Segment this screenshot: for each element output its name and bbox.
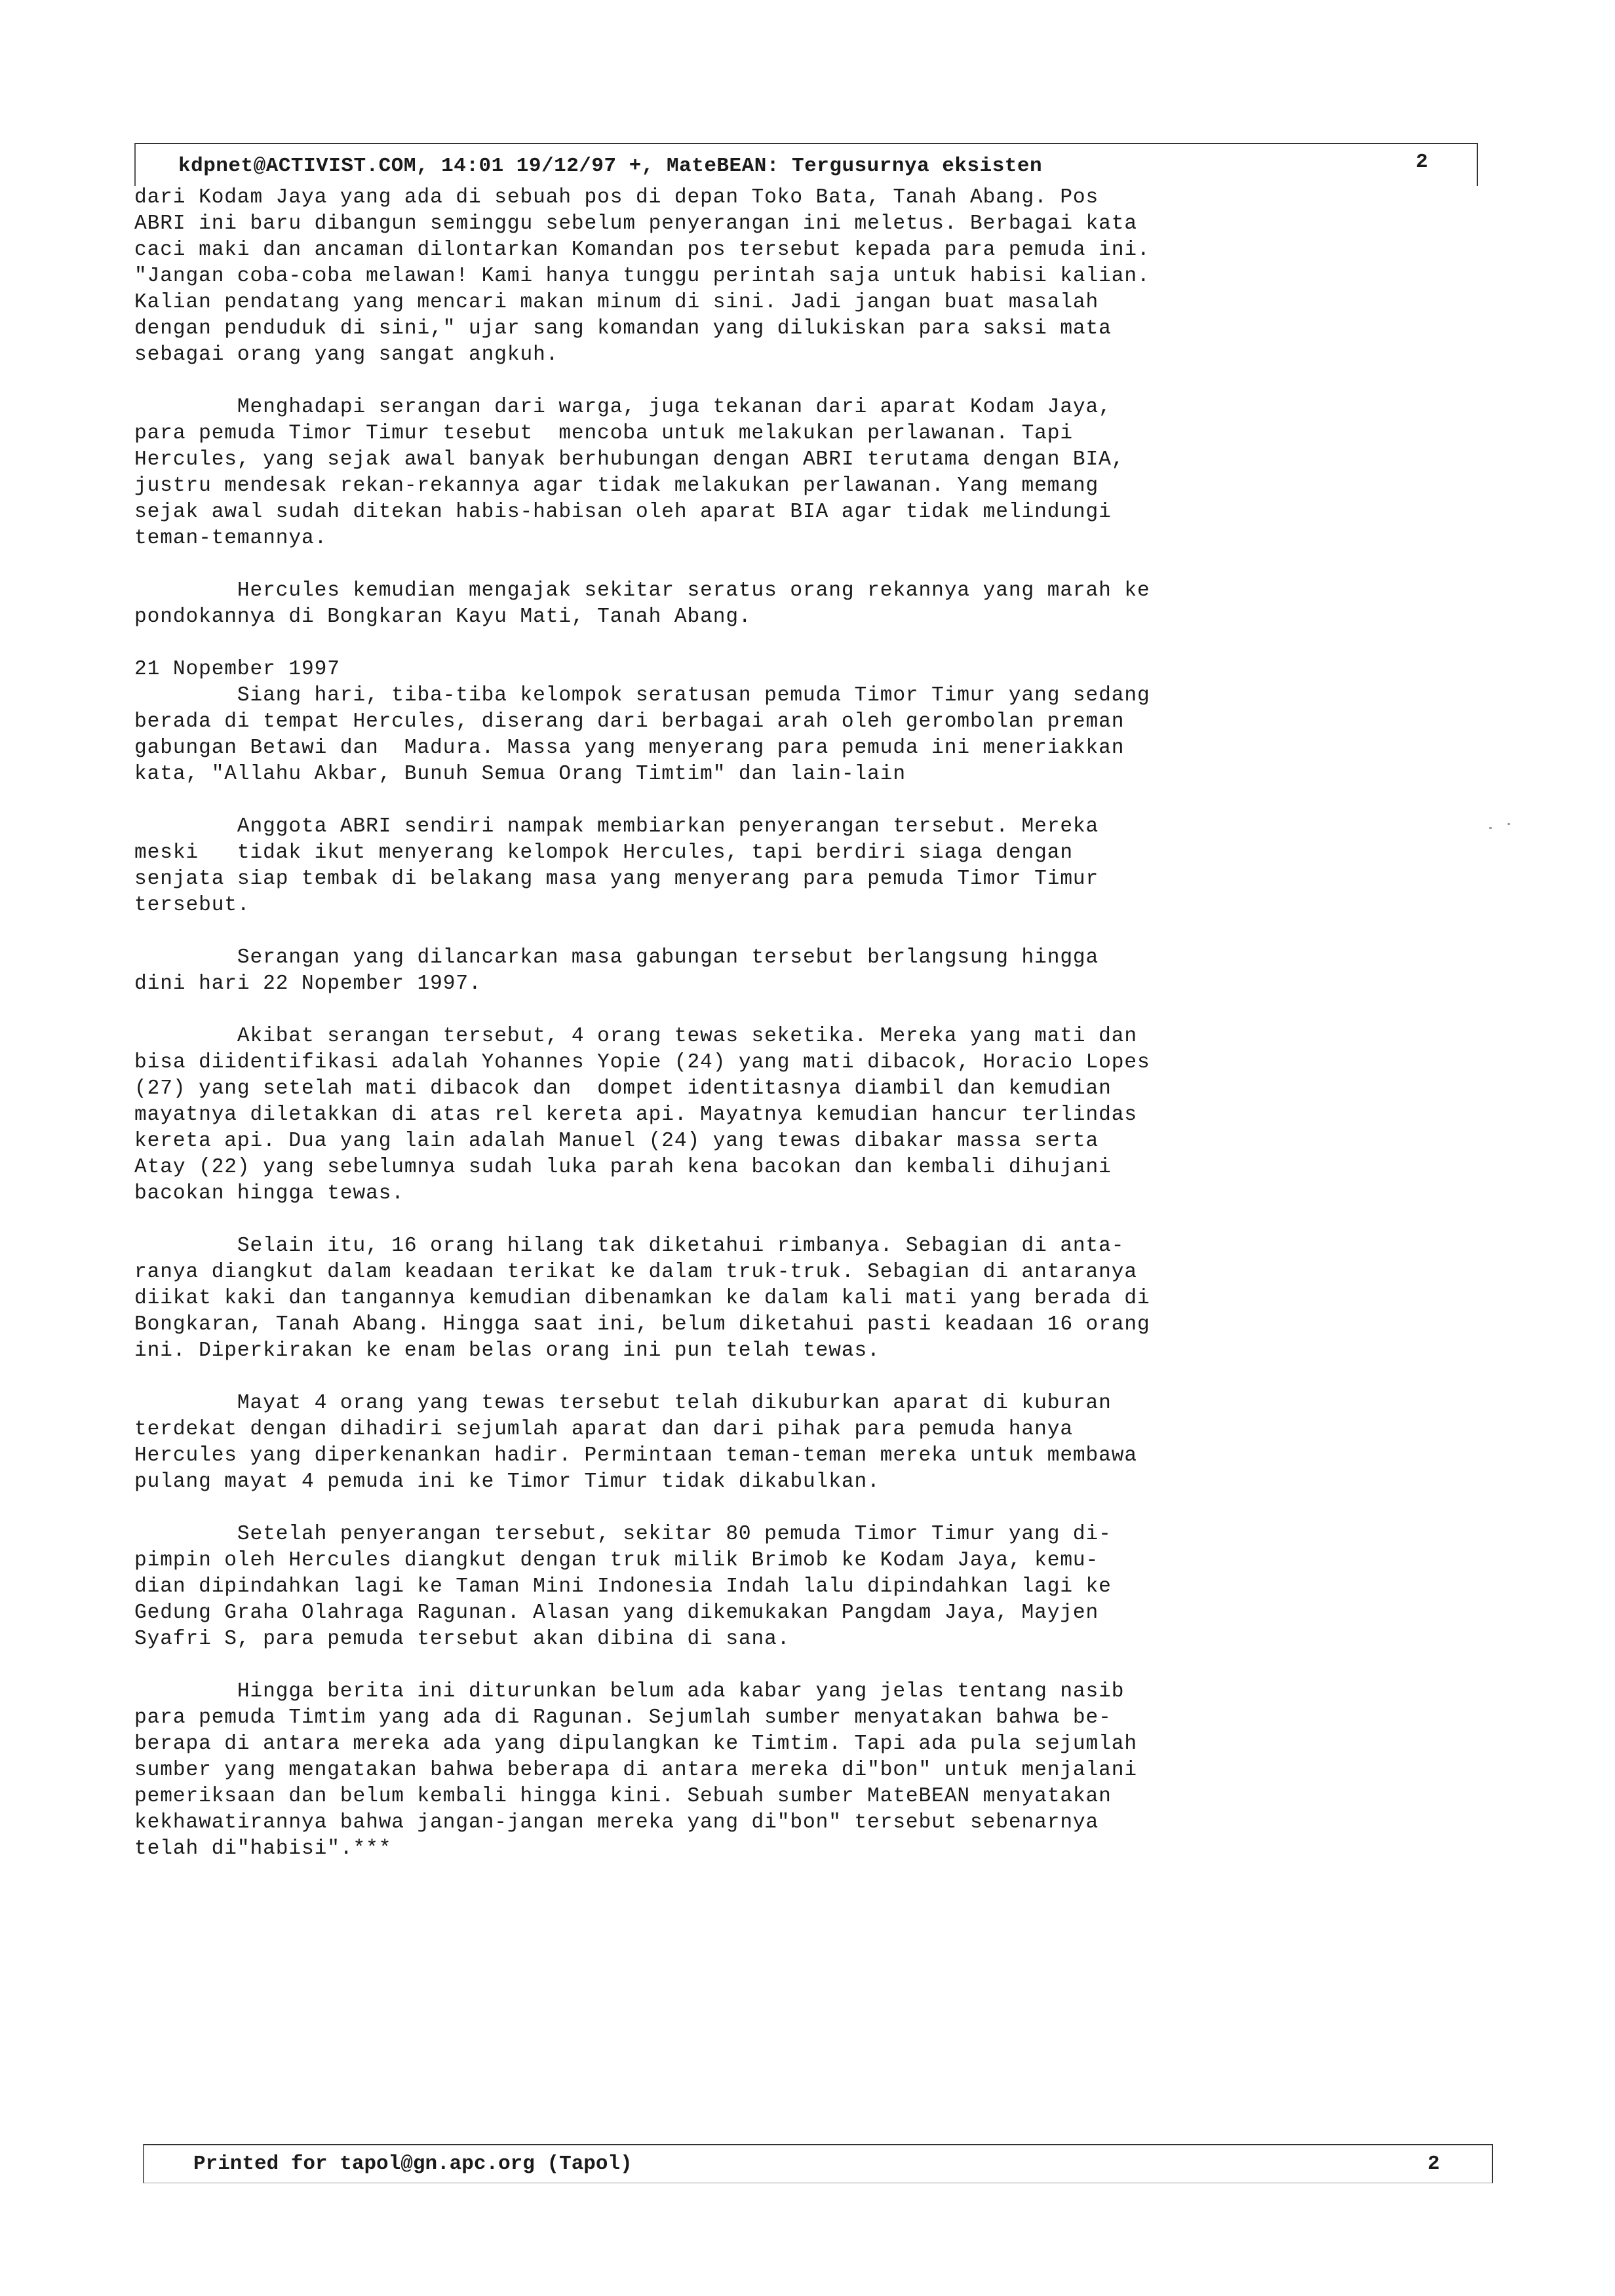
text-line: "Jangan coba-coba melawan! Kami hanya tunggu perintah saja untuk habisi kalian. [134,265,1150,288]
text-line: Hercules yang diperkenankan hadir. Permintaan teman-teman mereka untuk membawa [134,1444,1138,1467]
footer-page-number: 2 [1428,2152,1440,2175]
text-line: sejak awal sudah ditekan habis-habisan oleh aparat BIA agar tidak melindungi [134,501,1112,524]
header-page-number: 2 [1416,151,1428,174]
text-line: diikat kaki dan tangannya kemudian dibenamkan ke dalam kali mati yang berada di [134,1287,1150,1310]
paragraph [134,185,1478,368]
paragraph [134,657,1478,788]
text-line: Gedung Graha Olahraga Ragunan. Alasan yang dikemukakan Pangdam Jaya, Mayjen [134,1601,1099,1624]
text-line: para pemuda Timtim yang ada di Ragunan. Sejumlah sumber menyatakan bahwa be- [134,1706,1112,1729]
text-line: Setelah penyerangan tersebut, sekitar 80 pemuda Timor Timur yang di- [134,1523,1112,1546]
paragraph [134,578,1478,630]
text-line: dengan penduduk di sini," ujar sang komandan yang dilukiskan para saksi mata [134,317,1112,340]
text-line: kata, "Allahu Akbar, Bunuh Semua Orang Timtim" dan lain-lain [134,763,906,786]
text-line: terdekat dengan dihadiri sejumlah aparat dan dari pihak para pemuda hanya [134,1418,1073,1441]
text-line: 21 Nopember 1997 [134,658,340,681]
scan-speck [1489,827,1492,829]
text-line: Hercules kemudian mengajak sekitar seratus orang rekannya yang marah ke [134,579,1150,602]
text-line: sebagai orang yang sangat angkuh. [134,343,559,366]
paragraph [134,394,1478,552]
scan-speck [1508,823,1510,825]
text-line: teman-temannya. [134,527,328,550]
text-line: bisa diidentifikasi adalah Yohannes Yopie (24) yang mati dibacok, Horacio Lopes [134,1051,1150,1074]
text-line: ABRI ini baru dibangun seminggu sebelum penyerangan ini meletus. Berbagai kata [134,212,1138,235]
text-line: (27) yang setelah mati dibacok dan dompet identitasnya diambil dan kemudian [134,1077,1112,1100]
text-line: Anggota ABRI sendiri nampak membiarkan penyerangan tersebut. Mereka [134,815,1099,838]
text-line: mayatnya diletakkan di atas rel kereta api. Mayatnya kemudian hancur terlindas [134,1103,1138,1126]
text-line: telah di"habisi".*** [134,1837,392,1860]
text-line: bacokan hingga tewas. [134,1182,404,1205]
paragraph [134,1024,1478,1207]
text-line: Selain itu, 16 orang hilang tak diketahui rimbanya. Sebagian di anta- [134,1234,1125,1257]
text-line: senjata siap tembak di belakang masa yang menyerang para pemuda Timor Timur [134,868,1099,890]
paragraph [134,1679,1478,1862]
text-line: Menghadapi serangan dari warga, juga tekanan dari aparat Kodam Jaya, [134,396,1112,419]
text-line: gabungan Betawi dan Madura. Massa yang menyerang para pemuda ini meneriakkan [134,737,1125,759]
text-line: berapa di antara mereka ada yang dipulangkan ke Timtim. Tapi ada pula sejumlah [134,1732,1138,1755]
text-line: pulang mayat 4 pemuda ini ke Timor Timur tidak dikabulkan. [134,1470,880,1493]
text-line: kekhawatirannya bahwa jangan-jangan mereka yang di"bon" tersebut sebenarnya [134,1811,1099,1834]
text-line: Hingga berita ini diturunkan belum ada kabar yang jelas tentang nasib [134,1680,1125,1703]
text-line: dian dipindahkan lagi ke Taman Mini Indonesia Indah lalu dipindahkan lagi ke [134,1575,1112,1598]
text-line: berada di tempat Hercules, diserang dari berbagai arah oleh gerombolan preman [134,710,1125,733]
text-line: Akibat serangan tersebut, 4 orang tewas seketika. Mereka yang mati dan [134,1025,1138,1048]
text-line: Siang hari, tiba-tiba kelompok seratusan pemuda Timor Timur yang sedang [134,684,1150,707]
text-line: Serangan yang dilancarkan masa gabungan tersebut berlangsung hingga [134,946,1099,969]
paragraph [134,1390,1478,1495]
text-line: ranya diangkut dalam keadaan terikat ke dalam truk-truk. Sebagian di antaranya [134,1261,1138,1284]
text-line: dini hari 22 Nopember 1997. [134,972,482,995]
text-line: kereta api. Dua yang lain adalah Manuel (24) yang tewas dibakar massa serta [134,1130,1099,1153]
text-line: Kalian pendatang yang mencari makan minum di sini. Jadi jangan buat masalah [134,291,1099,314]
header-title: kdpnet@ACTIVIST.COM, 14:01 19/12/97 +, MateBEAN: Tergusurnya eksisten [178,155,1043,178]
paragraph [134,814,1478,919]
text-line: pondokannya di Bongkaran Kayu Mati, Tanah Abang. [134,605,752,628]
text-line: tersebut. [134,894,250,917]
text-line: justru mendesak rekan-rekannya agar tidak melakukan perlawanan. Yang memang [134,474,1099,497]
text-line: Atay (22) yang sebelumnya sudah luka parah kena bacokan dan kembali dihujani [134,1156,1112,1179]
text-line: meski tidak ikut menyerang kelompok Hercules, tapi berdiri siaga dengan [134,841,1073,864]
text-line: pemeriksaan dan belum kembali hingga kini. Sebuah sumber MateBEAN menyatakan [134,1785,1112,1808]
document-body [134,185,1478,1862]
footer-printed-for: Printed for tapol@gn.apc.org (Tapol) [193,2152,632,2175]
text-line: Bongkaran, Tanah Abang. Hingga saat ini, belum diketahui pasti keadaan 16 orang [134,1313,1150,1336]
text-line: dari Kodam Jaya yang ada di sebuah pos di depan Toko Bata, Tanah Abang. Pos [134,186,1099,209]
text-line: caci maki dan ancaman dilontarkan Komandan pos tersebut kepada para pemuda ini. [134,239,1150,261]
paragraph [134,1521,1478,1653]
text-line: Syafri S, para pemuda tersebut akan dibina di sana. [134,1628,790,1651]
text-line: para pemuda Timor Timur tesebut mencoba untuk melakukan perlawanan. Tapi [134,422,1073,445]
text-line: pimpin oleh Hercules diangkut dengan truk milik Brimob ke Kodam Jaya, kemu- [134,1549,1099,1572]
text-line: Mayat 4 orang yang tewas tersebut telah dikuburkan aparat di kuburan [134,1392,1112,1415]
paragraph [134,945,1478,997]
text-line: ini. Diperkirakan ke enam belas orang ini pun telah tewas. [134,1339,880,1362]
text-line: sumber yang mengatakan bahwa beberapa di antara mereka di"bon" untuk menjalani [134,1759,1138,1782]
paragraph [134,1233,1478,1364]
text-line: Hercules, yang sejak awal banyak berhubungan dengan ABRI terutama dengan BIA, [134,448,1125,471]
